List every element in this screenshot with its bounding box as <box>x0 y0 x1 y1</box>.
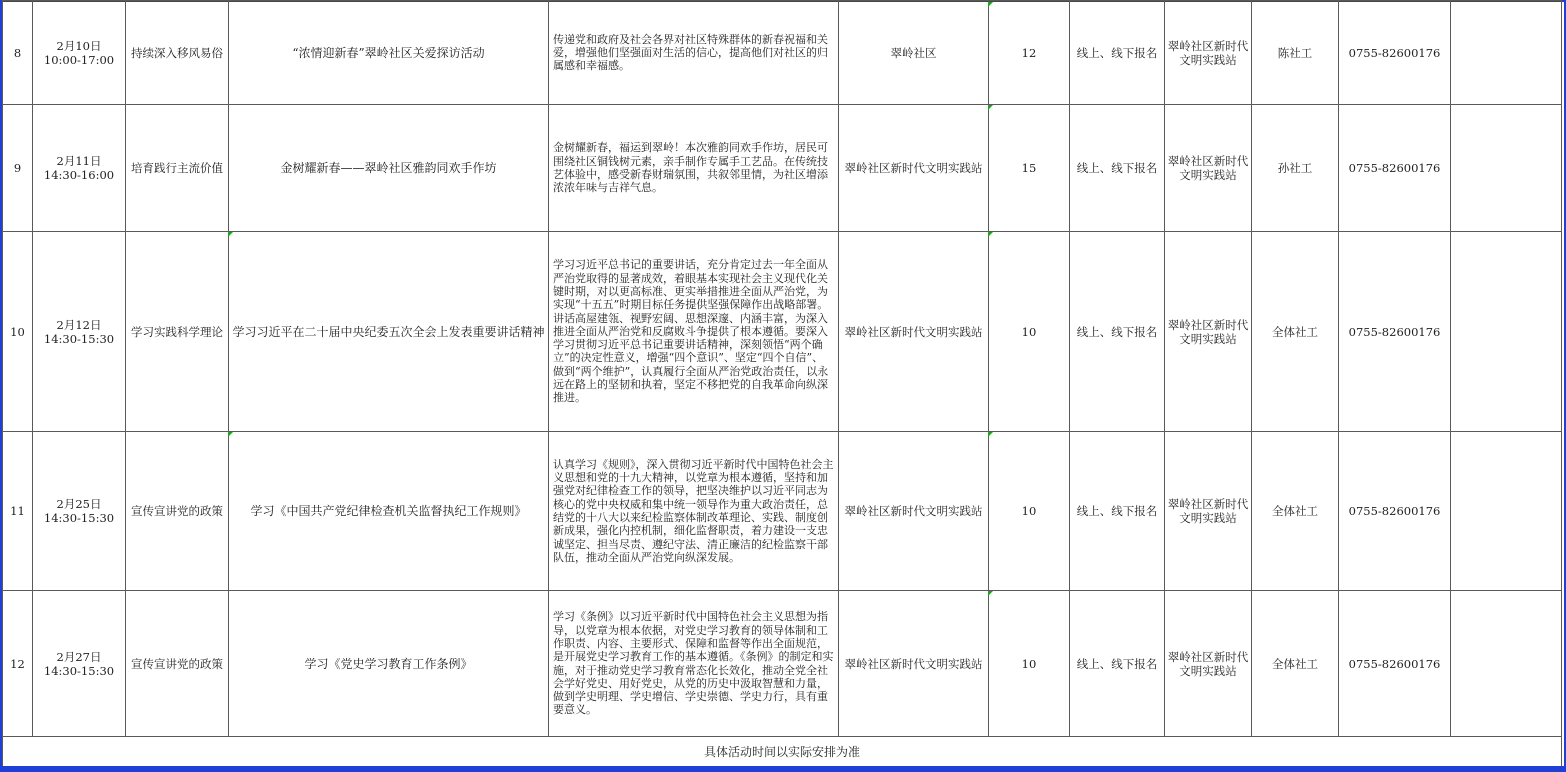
sheet-bottom-border <box>0 766 1566 772</box>
category-cell[interactable]: 学习实践科学理论 <box>126 232 229 432</box>
date: 2月25日 <box>56 497 102 511</box>
location-cell[interactable]: 翠岭社区新时代文明实践站 <box>839 591 989 737</box>
participant-count-cell[interactable]: 10 <box>989 232 1070 432</box>
table-row <box>3 1 1562 105</box>
activity-title-cell[interactable]: 学习《党史学习教育工作条例》 <box>229 591 549 737</box>
date-time-cell[interactable] <box>33 105 126 232</box>
empty-cell[interactable] <box>1451 432 1562 591</box>
comment-marker-icon <box>988 105 993 110</box>
description-cell[interactable]: 金树耀新春，福运到翠岭！本次雅韵同欢手作坊，居民可围绕社区铜钱树元素，亲手制作专属手工艺品。在传统技艺体验中，感受新春财瑞氛围，共叙邻里情，为社区增添浓浓年味与吉祥气息。 <box>549 105 839 232</box>
empty-cell[interactable] <box>1451 105 1562 232</box>
organizer-cell[interactable]: 翠岭社区新时代文明实践站 <box>1165 432 1252 591</box>
date-time-cell[interactable] <box>33 1 126 105</box>
time: 14:30-15:30 <box>43 663 115 678</box>
signup-method-cell[interactable]: 线上、线下报名 <box>1070 591 1165 737</box>
contact-person-cell[interactable]: 孙社工 <box>1252 105 1339 232</box>
participant-count-cell[interactable]: 10 <box>989 432 1070 591</box>
category-cell[interactable]: 宣传宣讲党的政策 <box>126 591 229 737</box>
row-number[interactable]: 11 <box>3 432 33 591</box>
empty-cell[interactable] <box>1451 1 1562 105</box>
empty-cell[interactable] <box>1451 232 1562 432</box>
table-row <box>3 432 1562 591</box>
footer-row <box>3 737 1562 768</box>
row-number[interactable]: 10 <box>3 232 33 432</box>
date-time-cell[interactable] <box>33 591 126 737</box>
activity-schedule-table <box>2 0 1562 768</box>
empty-cell[interactable] <box>1451 591 1562 737</box>
date: 2月10日 <box>56 38 102 53</box>
activity-title-cell[interactable]: 金树耀新春——翠岭社区雅韵同欢手作坊 <box>229 105 549 232</box>
time: 14:30-16:00 <box>43 168 115 182</box>
signup-method-cell[interactable]: 线上、线下报名 <box>1070 232 1165 432</box>
organizer-cell[interactable]: 翠岭社区新时代文明实践站 <box>1165 1 1252 105</box>
description-cell[interactable]: 学习习近平总书记的重要讲话，充分肯定过去一年全面从严治党取得的显著成效，着眼基本实现社会主义现代化关键时期，对以更高标准、更实举措推进全面从严治党，为实现“十五五”时期目标任务提供坚强保障作出战略部署。讲话高屋建瓴、视野宏阔、思想深邃、内涵丰富，为深入推进全面从严治党和反腐败斗争提供了根本遵循。要深入学习贯彻习近平总书记重要讲话精神，深刻领悟“两个确立”的决定性意义，增强“四个意识”、坚定“四个自信”、做到“两个维护”，认真履行全面从严治党政治责任，以永远在路上的坚韧和执着，坚定不移把党的自我革命向纵深推进。 <box>549 232 839 432</box>
time: 14:30-15:30 <box>43 511 115 525</box>
contact-person-cell[interactable]: 全体社工 <box>1252 232 1339 432</box>
date: 2月27日 <box>56 649 102 664</box>
organizer-cell[interactable]: 翠岭社区新时代文明实践站 <box>1165 232 1252 432</box>
location-cell[interactable]: 翠岭社区新时代文明实践站 <box>839 232 989 432</box>
time: 10:00-17:00 <box>43 52 115 67</box>
description-cell[interactable]: 认真学习《规则》，深入贯彻习近平新时代中国特色社会主义思想和党的十九大精神，以党章为根本遵循，坚持和加强党对纪律检查工作的领导，把坚决维护以习近平同志为核心的党中央权威和集中统一领导作为重大政治责任，总结党的十八大以来纪检监察体制改革理论、实践、制度创新成果，强化内控机制，细化监督职责，着力建设一支忠诚坚定、担当尽责、遵纪守法、清正廉洁的纪检监察干部队伍，推动全面从严治党向纵深发展。 <box>549 432 839 591</box>
description-cell[interactable]: 学习《条例》以习近平新时代中国特色社会主义思想为指导，以党章为根本依据，对党史学习教育的领导体制和工作职责、内容、主要形式、保障和监督等作出全面规范，是开展党史学习教育工作的基本遵循。《条例》的制定和实施，对于推动党史学习教育常态化长效化，推动全党全社会学好党史、用好党史，从党的历史中汲取智慧和力量，做到学史明理、学史增信、学史崇德、学史力行，具有重要意义。 <box>549 591 839 737</box>
table-row <box>3 232 1562 432</box>
participant-count-cell[interactable]: 10 <box>989 591 1070 737</box>
comment-marker-icon <box>228 432 233 437</box>
phone-cell[interactable]: 0755-82600176 <box>1339 1 1451 105</box>
activity-title-cell[interactable]: 学习习近平在二十届中央纪委五次全会上发表重要讲话精神 <box>229 232 549 432</box>
table-row <box>3 591 1562 737</box>
organizer-cell[interactable]: 翠岭社区新时代文明实践站 <box>1165 591 1252 737</box>
location-cell[interactable]: 翠岭社区新时代文明实践站 <box>839 432 989 591</box>
date-time-cell[interactable] <box>33 232 126 432</box>
date: 2月11日 <box>56 154 102 168</box>
phone-cell[interactable]: 0755-82600176 <box>1339 432 1451 591</box>
comment-marker-icon <box>228 232 233 237</box>
phone-cell[interactable]: 0755-82600176 <box>1339 591 1451 737</box>
activity-title-cell[interactable]: 学习《中国共产党纪律检查机关监督执纪工作规则》 <box>229 432 549 591</box>
activity-title-cell[interactable]: “浓情迎新春”翠岭社区关爱探访活动 <box>229 1 549 105</box>
row-number[interactable]: 12 <box>3 591 33 737</box>
location-cell[interactable]: 翠岭社区新时代文明实践站 <box>839 105 989 232</box>
phone-cell[interactable]: 0755-82600176 <box>1339 105 1451 232</box>
signup-method-cell[interactable]: 线上、线下报名 <box>1070 1 1165 105</box>
participant-count-cell[interactable]: 15 <box>989 105 1070 232</box>
date-time-cell[interactable] <box>33 432 126 591</box>
category-cell[interactable]: 持续深入移风易俗 <box>126 1 229 105</box>
category-cell[interactable]: 宣传宣讲党的政策 <box>126 432 229 591</box>
signup-method-cell[interactable]: 线上、线下报名 <box>1070 105 1165 232</box>
footer-note[interactable]: 具体活动时间以实际安排为准 <box>3 737 1562 768</box>
description-cell[interactable]: 传递党和政府及社会各界对社区特殊群体的新春祝福和关爱，增强他们坚强面对生活的信心，提高他们对社区的归属感和幸福感。 <box>549 1 839 105</box>
organizer-cell[interactable]: 翠岭社区新时代文明实践站 <box>1165 105 1252 232</box>
row-number[interactable]: 9 <box>3 105 33 232</box>
comment-marker-icon <box>988 232 993 237</box>
row-number[interactable]: 8 <box>3 1 33 105</box>
category-cell[interactable]: 培育践行主流价值 <box>126 105 229 232</box>
signup-method-cell[interactable]: 线上、线下报名 <box>1070 432 1165 591</box>
phone-cell[interactable]: 0755-82600176 <box>1339 232 1451 432</box>
comment-marker-icon <box>988 591 993 596</box>
table-row <box>3 105 1562 232</box>
participant-count-cell[interactable]: 12 <box>989 1 1070 105</box>
location-cell[interactable]: 翠岭社区 <box>839 1 989 105</box>
date: 2月12日 <box>56 317 102 332</box>
time: 14:30-15:30 <box>43 331 115 346</box>
comment-marker-icon <box>988 2 993 7</box>
contact-person-cell[interactable]: 全体社工 <box>1252 432 1339 591</box>
comment-marker-icon <box>988 432 993 437</box>
contact-person-cell[interactable]: 全体社工 <box>1252 591 1339 737</box>
contact-person-cell[interactable]: 陈社工 <box>1252 1 1339 105</box>
